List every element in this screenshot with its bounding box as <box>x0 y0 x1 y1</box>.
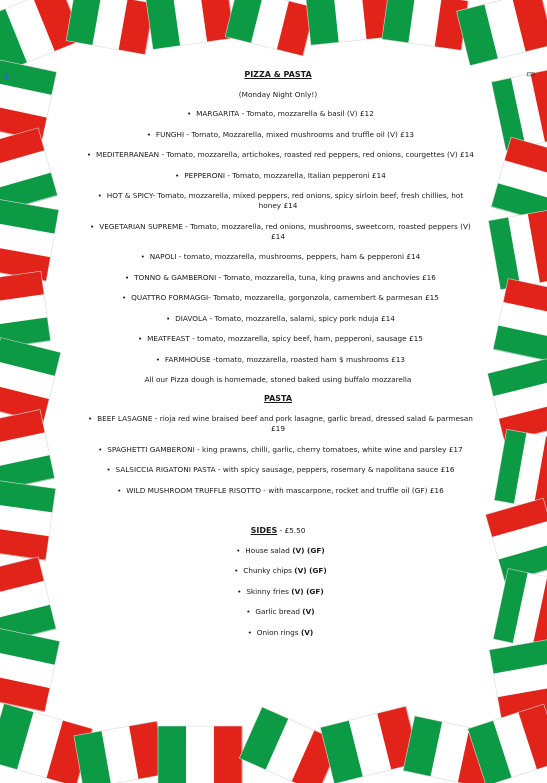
pizza-subtitle: (Monday Night Only!) <box>238 90 318 99</box>
pizza-item-text: MARGARITA - Tomato, mozzarella & basil (V) £12 <box>196 109 374 118</box>
pizza-item <box>78 109 478 119</box>
pasta-item <box>78 445 478 455</box>
sides-title: SIDES <box>250 525 278 535</box>
bullet-icon: • <box>165 313 171 323</box>
comment-icon[interactable]: ▭ <box>526 69 536 80</box>
pizza-item <box>78 252 478 262</box>
italian-flag <box>158 726 243 783</box>
bullet-icon: • <box>106 465 111 474</box>
pizza-item <box>78 293 478 303</box>
pizza-item <box>78 130 478 140</box>
bullet-icon: • <box>137 334 143 343</box>
pizza-item-text: NAPOLI - tomato, mozzarella, mushrooms, peppers, ham & pepperoni £14 <box>149 252 421 261</box>
pizza-item <box>78 273 478 283</box>
italian-flag <box>494 429 547 510</box>
pasta-item <box>78 465 478 475</box>
pizza-item <box>78 334 478 344</box>
side-item <box>78 546 478 556</box>
bullet-icon: • <box>121 293 127 302</box>
italian-flag <box>0 271 51 349</box>
pasta-item-text: SPAGHETTI GAMBERONI - king prawns, chilli, garlic, cherry tomatoes, white wine and parsley £17 <box>107 444 463 454</box>
pizza-item-text: MEATFEAST - tomato, mozzarella, spicy beef, ham, pepperoni, sausage £15 <box>147 334 423 343</box>
pizza-dough-note: All our Pizza dough is homemade, stoned baked using buffalo mozzarella <box>144 375 412 384</box>
pasta-item-text: WILD MUSHROOM TRUFFLE RISOTTO - with mascarpone, rocket and truffle oil (GF) £16 <box>126 485 444 495</box>
italian-flag <box>493 569 547 652</box>
bullet-icon: • <box>247 627 252 637</box>
italian-flag <box>306 0 395 45</box>
bullet-icon: • <box>237 586 242 596</box>
bullet-icon: • <box>97 191 102 200</box>
pizza-list <box>78 109 478 365</box>
italian-flag <box>457 0 547 66</box>
bullet-icon: • <box>117 485 122 495</box>
italian-flag <box>493 279 547 362</box>
pizza-item <box>78 171 478 181</box>
side-item <box>78 566 478 576</box>
italian-flag <box>488 210 547 289</box>
italian-flag <box>320 706 420 783</box>
side-item-tag: (V) (GF) <box>292 545 325 555</box>
italian-flag <box>382 0 469 50</box>
menu-content <box>78 70 478 648</box>
pizza-item-text: VEGETARIAN SUPREME - Tomato, mozzarella, red onions, mushrooms, sweetcorn, roasted peppers (V) £14 <box>99 221 471 241</box>
italian-flag <box>225 0 315 56</box>
bullet-icon: • <box>146 129 152 139</box>
side-item-name: House salad <box>245 545 293 555</box>
pasta-item-text: SALSICCIA RIGATONI PASTA - with spicy sausage, peppers, rosemary & napolitana sauce £16 <box>115 465 455 474</box>
bullet-icon: • <box>155 354 161 364</box>
italian-flag <box>0 480 56 560</box>
sides-heading <box>78 526 478 536</box>
side-item <box>78 587 478 597</box>
pizza-item-text: DIAVOLA - Tomato, mozzarella, salami, spicy pork nduja £14 <box>175 313 395 323</box>
bullet-icon: • <box>87 414 93 423</box>
bullet-icon: • <box>234 566 239 576</box>
italian-flag <box>66 0 154 55</box>
pasta-item <box>78 414 478 434</box>
sides-price: - £5.50 <box>277 525 306 535</box>
italian-flag <box>0 410 55 491</box>
pizza-item <box>78 355 478 365</box>
pizza-item-text: PEPPERONI - Tomato, mozzarella, Italian pepperoni £14 <box>184 170 386 180</box>
pizza-item <box>78 314 478 324</box>
pizza-item-text: QUATTRO FORMAGGI- Tomato, mozzarella, gorgonzola, camembert & parmesan £15 <box>131 293 439 302</box>
pizza-pasta-heading: PIZZA & PASTA <box>244 70 312 79</box>
bullet-icon: • <box>140 252 145 261</box>
italian-flag <box>0 338 61 423</box>
pasta-item-text: BEEF LASAGNE - rioja red wine braised beef and pork lasagne, garlic bread, dressed salad & parmesan £19 <box>97 414 473 433</box>
pizza-item-text: FUNGHI - Tomato, Mozzarella, mixed mushrooms and truffle oil (V) £13 <box>155 129 415 139</box>
pasta-heading: PASTA <box>263 394 293 403</box>
italian-flag <box>0 628 60 712</box>
bullet-icon: • <box>90 221 95 231</box>
pizza-item-text: MEDITERRANEAN - Tomato, mozzarella, artichokes, roasted red peppers, red onions, courgettes (V) £14 <box>96 150 474 159</box>
side-item <box>78 628 478 638</box>
side-item-name: Chunky chips <box>243 566 295 576</box>
side-item-name: Skinny fries <box>246 586 292 596</box>
italian-flag <box>491 69 547 150</box>
bullet-icon: • <box>186 109 192 118</box>
side-item-tag: (V) <box>300 627 314 637</box>
bullet-icon: • <box>236 545 241 555</box>
italian-flag <box>487 359 547 442</box>
pizza-item-text: FARMHOUSE -tomato, mozzarella, roasted ham $ mushrooms £13 <box>164 354 406 364</box>
bullet-icon: • <box>98 444 103 454</box>
side-item-tag: (V) (GF) <box>291 586 324 596</box>
pizza-item <box>78 150 478 160</box>
italian-flag <box>491 137 547 223</box>
sides-list <box>78 546 478 638</box>
pasta-list <box>78 414 478 496</box>
bullet-icon: • <box>175 170 180 180</box>
side-item-name: Onion rings <box>256 627 301 637</box>
pizza-item <box>78 222 478 242</box>
pasta-item <box>78 486 478 496</box>
italian-flag <box>0 199 59 281</box>
anchor-icon[interactable]: ⚓ <box>2 71 11 82</box>
pizza-item-text: TONNO & GAMBERONI - Tomato, mozzarella, tuna, king prawns and anchovies £16 <box>134 272 436 282</box>
side-item-name: Garlic bread <box>255 607 303 617</box>
italian-flag <box>486 498 547 582</box>
bullet-icon: • <box>86 150 92 159</box>
side-item-tag: (V) <box>302 607 315 617</box>
side-item-tag: (V) (GF) <box>294 566 327 576</box>
italian-flag <box>146 0 235 49</box>
side-item <box>78 607 478 617</box>
pizza-item-text: HOT & SPICY- Tomato, mozzarella, mixed peppers, red onions, spicy sirloin beef, fresh chillies, hot honey £14 <box>106 191 464 210</box>
pizza-item <box>78 191 478 211</box>
italian-flag <box>0 128 58 213</box>
bullet-icon: • <box>246 607 251 617</box>
bullet-icon: • <box>124 272 130 282</box>
